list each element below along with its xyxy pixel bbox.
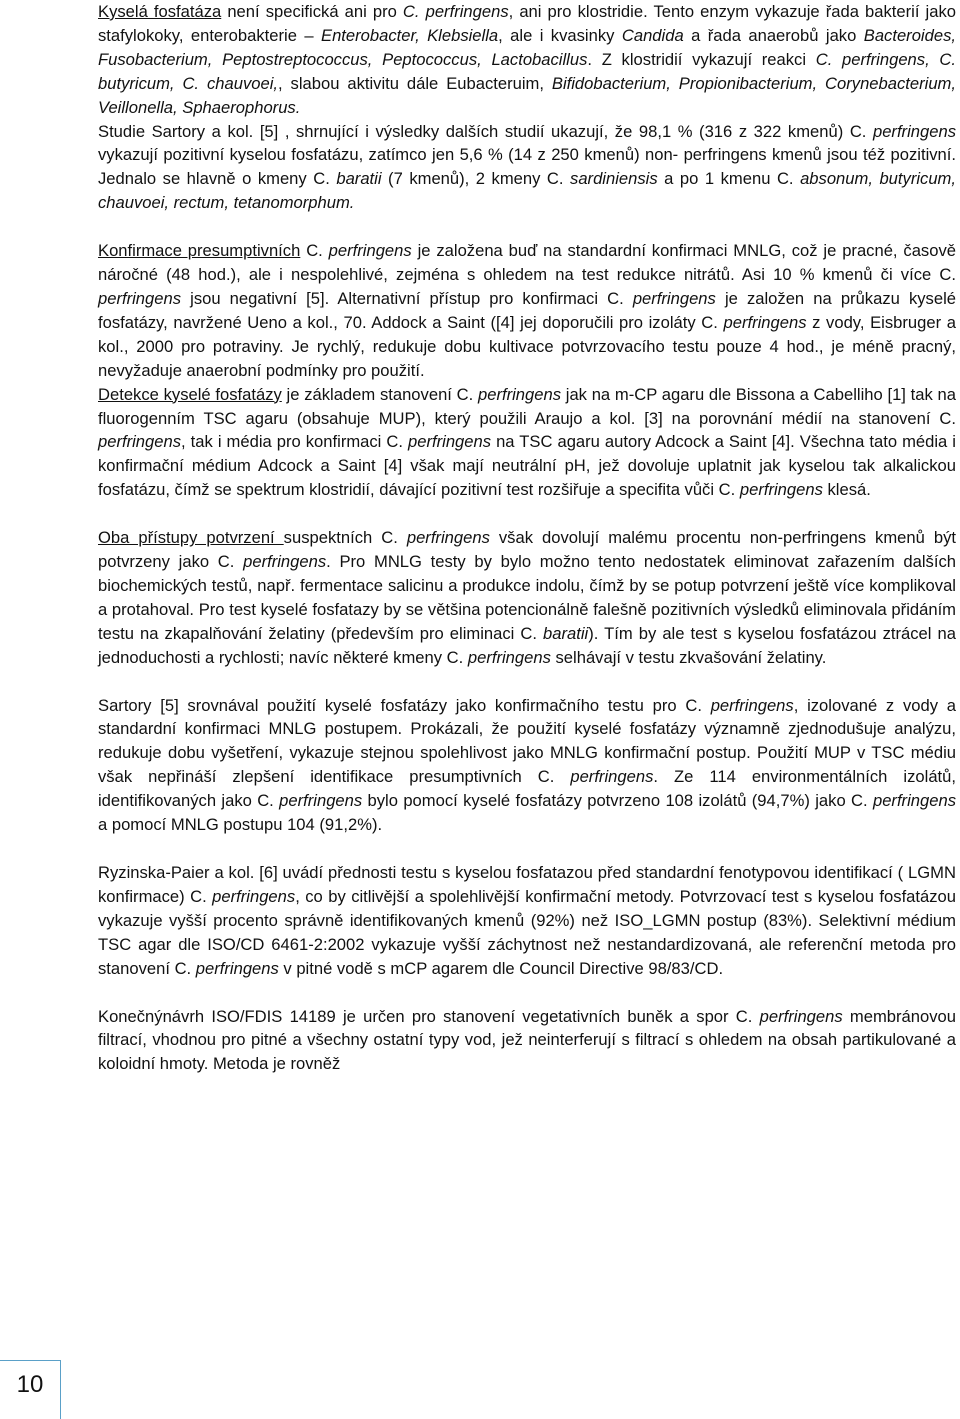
document-body xyxy=(98,0,956,1076)
italic-text: perfringens xyxy=(212,886,296,906)
text-run: suspektních C. xyxy=(283,528,407,548)
italic-text: absonum, butyricum, chauvoei, rectum, tetanomorphum. xyxy=(98,169,956,213)
paragraph xyxy=(98,0,956,120)
paragraph-gap xyxy=(98,837,956,861)
italic-text: perfringens xyxy=(739,480,823,500)
text-run: jak na m-CP agaru dle Bissona a Cabelliho [1] tak na fluorogenním TSC agaru (obsahuje MUP), který použili Araujo a kol. [3] na porovnání médií na stanovení C. xyxy=(98,384,956,428)
italic-text: Bacteroides, Fusobacterium, Peptostreptococcus, Peptococcus, Lactobacillus xyxy=(98,25,956,69)
text-run: je založen na průkazu kyselé fosfatázy, navržené Ueno a kol., 70. Addock a Saint ([4] jej doporučili pro izoláty C. xyxy=(98,288,956,332)
text-run: Studie Sartory a kol. [5] , shrnující i výsledky dalších studií ukazují, že 98,1 % (316 z 322 kmenů) C. xyxy=(98,121,873,141)
text-run: . Z klostridií vykazují reakci xyxy=(587,49,816,69)
italic-text: Bifidobacterium, Propionibacterium, Corynebacterium, Veillonella, Sphaerophorus. xyxy=(98,73,956,117)
paragraph xyxy=(98,239,956,382)
text-run: klesá. xyxy=(822,480,871,500)
italic-text: C. perfringens xyxy=(402,2,509,21)
italic-text: perfringens xyxy=(632,288,716,308)
italic-text: baratii xyxy=(543,623,589,643)
italic-text: Candida xyxy=(621,25,684,45)
italic-text: perfringens xyxy=(408,432,492,452)
italic-text: perfringens xyxy=(243,552,327,572)
italic-text: sardiniensis xyxy=(570,169,658,189)
italic-text: perfringens xyxy=(872,121,956,141)
italic-text: perfringens xyxy=(328,241,412,261)
italic-text: Enterobacter, Klebsiella xyxy=(321,25,499,45)
paragraph xyxy=(98,120,956,216)
paragraph xyxy=(98,694,956,837)
italic-text: perfringens xyxy=(467,647,551,667)
underlined-heading-text: Kyselá fosfatáza xyxy=(98,2,222,21)
paragraph xyxy=(98,383,956,503)
text-run: selhávají v testu zkvašování želatiny. xyxy=(550,647,827,667)
underlined-heading-text: Oba přístupy potvrzení xyxy=(98,528,284,548)
underlined-heading-text: Detekce kyselé fosfatázy xyxy=(98,384,282,404)
paragraph-gap xyxy=(98,502,956,526)
italic-text: perfringens xyxy=(723,312,807,332)
italic-text: perfringens xyxy=(710,695,794,715)
italic-text: perfringens xyxy=(570,767,654,787)
text-run: ). Tím by ale test s kyselou fosfatázou ztrácel na jednoduchosti a rychlosti; navíc některé kmeny C. xyxy=(98,623,956,667)
text-run: , tak i média pro konfirmaci C. xyxy=(181,432,409,452)
text-run: však dovolují malému procentu non-perfringens kmenů být potvrzeny jako C. xyxy=(98,528,956,572)
paragraph xyxy=(98,861,956,981)
text-run: , izolované z vody a standardní konfirmaci MNLG postupem. Prokázali, že použití kyselé fosfatázy významně zjednodušuje analýzu, redukuje dobu vyšetření, vykazuje stejnou spolehlivost jako MNLG konfirmační postup. Použití MUP v TSC médiu však nepřináší zlepšení identifikace presumptivních C. xyxy=(98,695,956,787)
text-run: , ani pro klostridie. Tento enzym vykazuje řada bakterií jako stafylokoky, enterobakterie – xyxy=(98,2,956,45)
text-run: (7 kmenů), 2 kmeny C. xyxy=(381,169,571,189)
text-run: , slabou aktivitu dále Eubacteruim, xyxy=(278,73,552,93)
text-run: a po 1 kmenu C. xyxy=(657,169,801,189)
text-run: není specifická ani pro xyxy=(221,2,403,21)
text-run: z vody, Eisbruger a kol., 2000 pro potraviny. Je rychlý, redukuje dobu kultivace potvrzovacího testu pouze 4 hod., je méně pracný, nevyžaduje anaerobní podmínky pro použití. xyxy=(98,312,956,380)
paragraph xyxy=(98,1005,956,1077)
text-run: vykazují pozitivní kyselou fosfatázu, zatímco jen 5,6 % (14 z 250 kmenů) non- perfringens kmenů jsou též pozitivní. Jednalo se hlavně o kmeny C. xyxy=(98,145,956,189)
text-run: Ryzinska-Paier a kol. [6] uvádí přednosti testu s kyselou fosfatazou před standardní fenotypovou identifikací ( LGMN konfirmace) C. xyxy=(98,863,956,906)
italic-text: perfringens xyxy=(195,958,279,978)
page-number: 10 xyxy=(16,1371,44,1398)
text-run: je založena buď na standardní konfirmaci MNLG, což je pracné, časově náročné (48 hod.), ale i nespolehlivé, zejména s ohledem na test redukce nitrátů. Asi 10 % kmenů či více C. xyxy=(98,241,956,285)
italic-text: C. perfringens, C. butyricum, C. chauvoei, xyxy=(98,49,956,93)
text-run: Konečnýnávrh ISO/FDIS 14189 je určen pro stanovení vegetativních buněk a spor C. xyxy=(98,1006,760,1026)
text-run: je základem stanovení C. xyxy=(281,384,478,404)
underlined-heading-text: Konfirmace presumptivních xyxy=(98,241,301,261)
text-run: C. xyxy=(300,241,329,261)
text-run: na TSC agaru autory Adcock a Saint [4]. Všechna tato média i konfirmační médium Adcock a Saint [4] však mají neutrální pH, jež dovoluje uplatnit jak kyselou tak alkalickou fosfatázu, čímž se spektrum klostridií, dávající pozitivní test rozšiřuje a specifita vůči C. xyxy=(98,432,956,500)
italic-text: perfringens xyxy=(406,528,490,548)
text-run: . Pro MNLG testy by bylo možno tento nedostatek eliminovat zařazením dalších biochemických testů, např. fermentace salicinu a produkce indolu, čímž by se potup potvrzení ještě více komplikoval a protahoval. Pro test kyselé fosfatazy by se většina potencionálně falešně pozitivních výsledků eliminovala přidáním testu na zkapalňování želatiny (především pro eliminaci C. xyxy=(98,552,956,643)
italic-text: perfringens xyxy=(98,288,182,308)
text-run: a řada anaerobů jako xyxy=(683,25,864,45)
text-run: bylo pomocí kyselé fosfatázy potvrzeno 108 izolátů (94,7%) jako C. xyxy=(362,791,873,811)
text-run: Sartory [5] srovnával použití kyselé fosfatázy jako konfirmačního testu pro C. xyxy=(98,695,711,715)
text-run: a pomocí MNLG postupu 104 (91,2%). xyxy=(98,815,383,835)
text-run: jsou negativní [5]. Alternativní přístup pro konfirmaci C. xyxy=(181,288,633,308)
text-run: , ale i kvasinky xyxy=(498,25,622,45)
text-run: v pitné vodě s mCP agarem dle Council Directive 98/83/CD. xyxy=(278,958,724,978)
italic-text: perfringens xyxy=(759,1006,843,1026)
italic-text: perfringens xyxy=(279,791,363,811)
paragraph-gap xyxy=(98,215,956,239)
italic-text: perfringens xyxy=(872,791,956,811)
paragraph xyxy=(98,526,956,669)
italic-text: perfringens xyxy=(477,384,562,404)
paragraph-gap xyxy=(98,670,956,694)
text-run: membránovou filtrací, vhodnou pro pitné a všechny ostatní typy vod, jež neinterferují s filtrací s ohledem na obsah partikulované a koloidní hmoty. Metoda je rovněž xyxy=(98,1006,956,1074)
italic-text: perfringens xyxy=(98,432,182,452)
italic-text: baratii xyxy=(336,169,382,189)
text-run: , co by citlivější a spolehlivější konfirmační metody. Potvrzovací test s kyselou fosfatázou vykazuje vyšší procento správně identifikovaných kmenů (92%) než ISO_LGMN postup (83%). Selektivní médium TSC agar dle ISO/CD 6461-2:2002 vykazuje vyšší záchytnost než nestandardizovaná, ale referenční metoda pro stanovení C. xyxy=(98,886,957,978)
text-run: . Ze 114 environmentálních izolátů, identifikovaných jako C. xyxy=(98,767,956,811)
paragraph-gap xyxy=(98,981,956,1005)
